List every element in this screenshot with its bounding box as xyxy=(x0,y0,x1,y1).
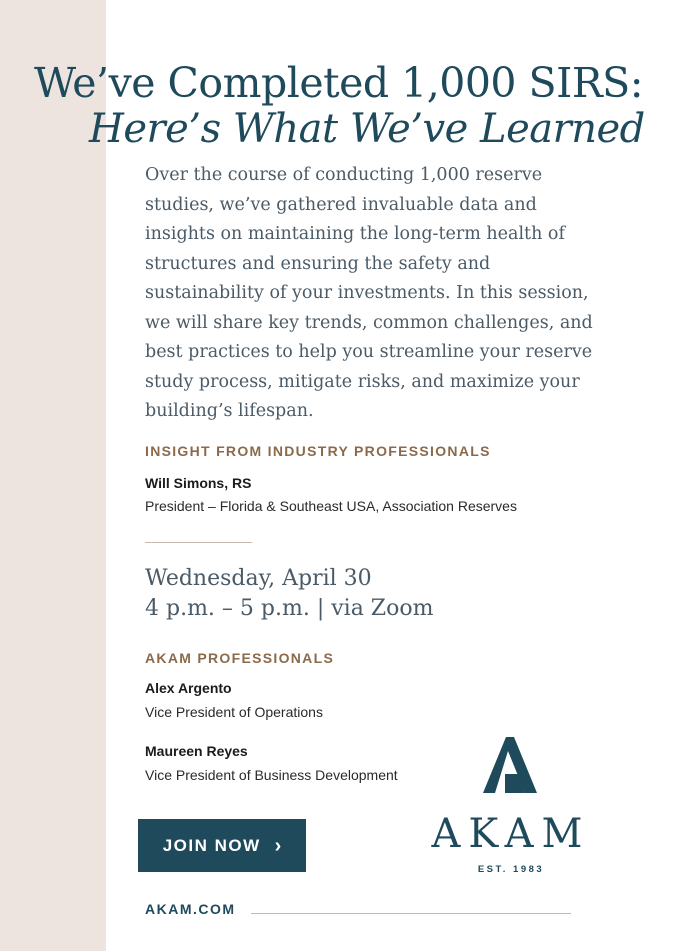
akam-logo-wordmark: AKAM xyxy=(431,811,591,857)
professional-title: Vice President of Business Development xyxy=(145,767,398,783)
akam-professionals-heading: AKAM PROFESSIONALS xyxy=(145,650,335,666)
professional-title: Vice President of Operations xyxy=(145,704,323,720)
intro-paragraph: Over the course of conducting 1,000 reserve studies, we’ve gathered invaluable data and insights on maintaining the long-term health of structures and ensuring the safety and sustainability of your investments. In this session, we will share key trends, common challenges, and best practices to help you streamline your reserve study process, mitigate risks, and maximize your building’s lifespan. xyxy=(145,165,593,421)
divider xyxy=(145,542,252,543)
event-datetime xyxy=(145,564,433,624)
professional-name: Maureen Reyes xyxy=(145,743,248,759)
page-title-line2: Here’s What We’ve Learned xyxy=(89,106,645,152)
industry-speaker-title: President – Florida & Southeast USA, Association Reserves xyxy=(145,498,517,514)
chevron-right-icon: › xyxy=(274,834,282,857)
event-time: 4 p.m. – 5 p.m. | via Zoom xyxy=(145,596,434,621)
website-link[interactable]: AKAM.COM xyxy=(145,901,236,917)
professional-name: Alex Argento xyxy=(145,680,232,696)
page-title-line1: We’ve Completed 1,000 SIRS: xyxy=(34,59,644,107)
akam-logo-established: EST. 1983 xyxy=(477,864,545,875)
industry-heading: INSIGHT FROM INDUSTRY PROFESSIONALS xyxy=(145,443,491,459)
akam-logo-mark-icon xyxy=(481,737,537,793)
event-date: Wednesday, April 30 xyxy=(145,566,372,591)
footer-rule xyxy=(251,913,571,914)
industry-speaker-name: Will Simons, RS xyxy=(145,475,252,491)
join-now-label: JOIN NOW xyxy=(162,835,261,855)
join-now-button[interactable] xyxy=(138,819,306,872)
